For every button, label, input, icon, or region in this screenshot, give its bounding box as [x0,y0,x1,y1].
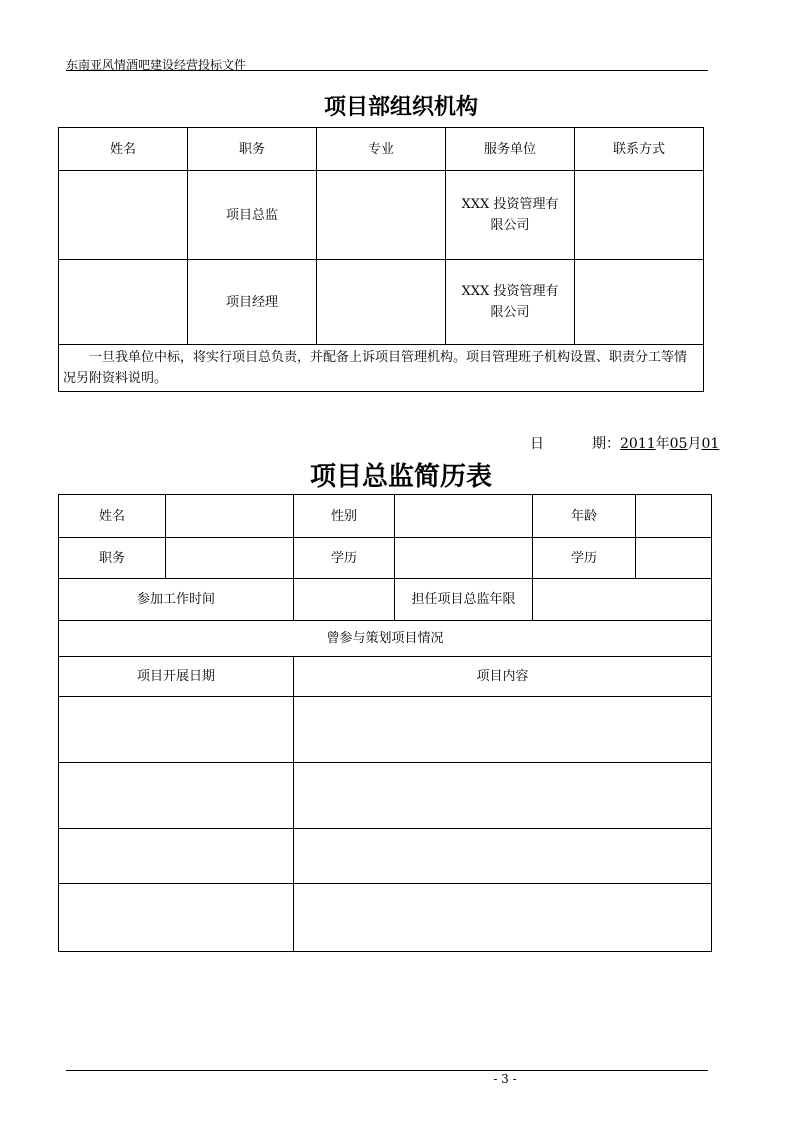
header-cell-name: 姓名 [59,128,188,171]
cell-contact [575,260,704,345]
table-row [59,621,712,657]
position-value [166,538,294,579]
date-label-day: 日 [530,436,544,452]
education-value-2 [636,538,712,579]
education-label: 学历 [294,538,395,579]
cell-name [59,171,188,260]
table-header-row [59,657,712,697]
project-date-cell [59,884,294,952]
name-label: 姓名 [59,495,166,538]
table-row [59,763,712,829]
header-cell-position: 职务 [188,128,317,171]
date-label-period: 期： [592,436,620,452]
work-start-label: 参加工作时间 [59,579,294,621]
education-value [395,538,533,579]
table-row [59,495,712,538]
education-label-2: 学历 [533,538,636,579]
cell-contact [575,171,704,260]
project-date-header: 项目开展日期 [59,657,294,697]
age-value [636,495,712,538]
table-row [59,829,712,884]
table-row [59,579,712,621]
cell-position: 项目总监 [188,171,317,260]
document-header: 东南亚风情酒吧建设经营投标文件 [66,58,247,72]
date-year-unit: 年 [655,436,670,452]
header-cell-contact: 联系方式 [575,128,704,171]
page-number: - 3 - [493,1072,517,1086]
project-content-cell [294,884,712,952]
footer-divider [66,1070,708,1071]
cell-major [317,260,446,345]
header-cell-major: 专业 [317,128,446,171]
date-month-unit: 月 [687,436,702,452]
table-row [59,884,712,952]
projects-heading: 曾参与策划项目情况 [59,621,712,657]
name-value [166,495,294,538]
table-row [59,260,704,345]
date-year: 2011 [620,436,656,452]
gender-label: 性别 [294,495,395,538]
project-date-cell [59,829,294,884]
cell-unit: XXX 投资管理有限公司 [446,171,575,260]
gender-value [395,495,533,538]
cell-major [317,171,446,260]
note-row [59,345,704,392]
header-divider [66,70,708,71]
project-date-cell [59,763,294,829]
director-resume-table [58,494,712,952]
table-row [59,538,712,579]
director-years-label: 担任项目总监年限 [395,579,533,621]
resume-section-title: 项目总监简历表 [309,462,492,492]
org-note: 一旦我单位中标，将实行项目总负责，并配备上诉项目管理机构。项目管理班子机构设置、职责分工等情况另附资料说明。 [59,345,704,392]
header-cell-unit: 服务单位 [446,128,575,171]
org-section-title: 项目部组织机构 [323,95,478,120]
work-start-value [294,579,395,621]
project-content-cell [294,763,712,829]
date-month: 05 [669,436,688,452]
director-years-value [533,579,712,621]
table-header-row [59,128,704,171]
age-label: 年龄 [533,495,636,538]
project-content-header: 项目内容 [294,657,712,697]
cell-name [59,260,188,345]
table-row [59,697,712,763]
position-label: 职务 [59,538,166,579]
project-content-cell [294,829,712,884]
project-content-cell [294,697,712,763]
cell-unit: XXX 投资管理有限公司 [446,260,575,345]
org-structure-table [58,127,704,392]
cell-position: 项目经理 [188,260,317,345]
date-day: 01 [701,436,720,452]
date-line [530,433,719,453]
project-date-cell [59,697,294,763]
table-row [59,171,704,260]
